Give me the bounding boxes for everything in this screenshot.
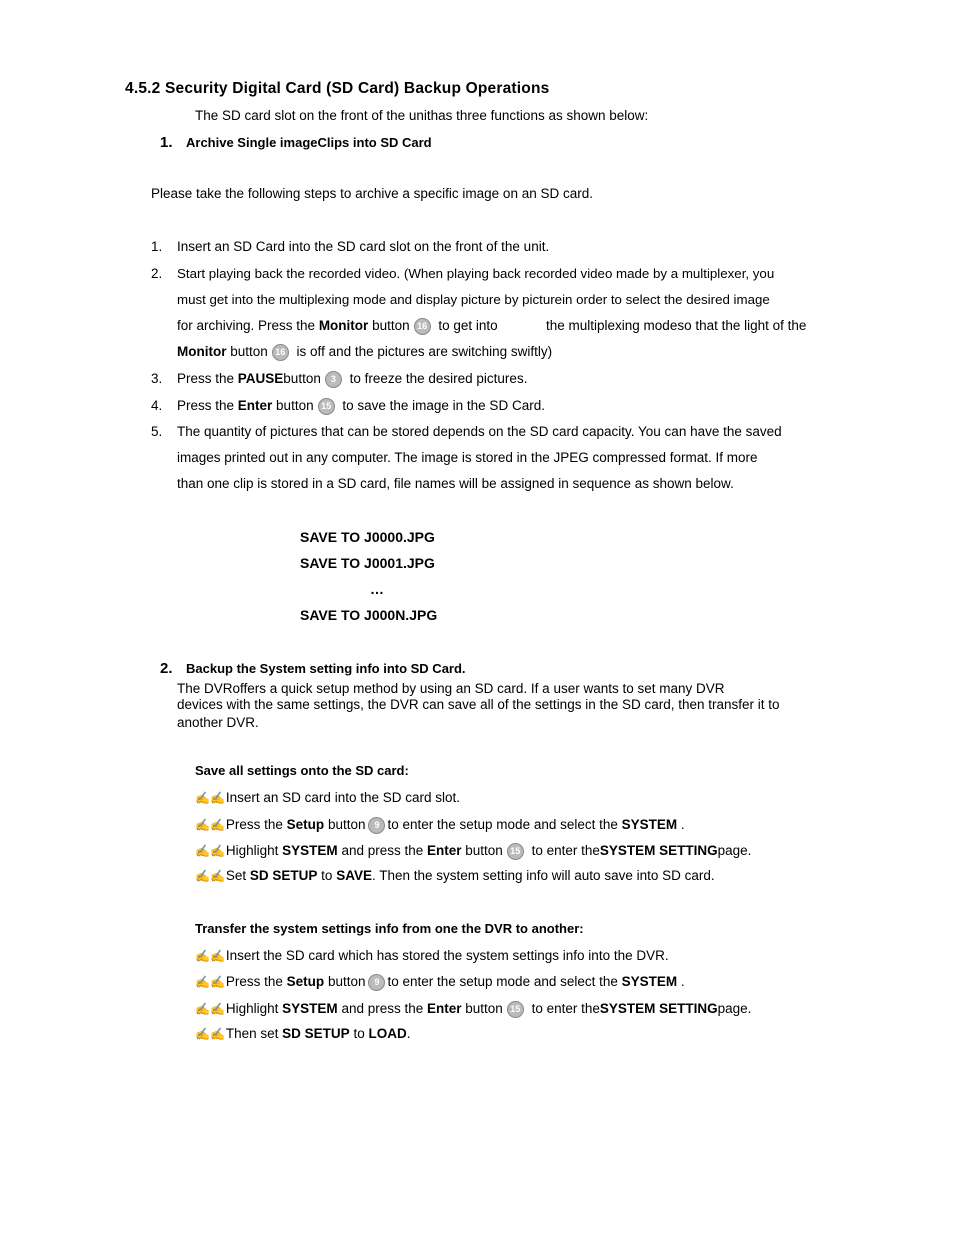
monitor-label: Monitor [177,344,227,359]
section1-number: 1. [160,134,173,151]
save-item-text: page. [717,843,752,858]
transfer-item-text: Insert the SD card which has stored the system settings info into the DVR. [225,948,669,963]
file-ellipsis: … [370,581,384,597]
step3-part: button [283,371,321,386]
pen-bullet-icon: ✍✍ [195,949,225,963]
step4-part: button [272,398,314,413]
file-name: SAVE TO J000N.JPG [300,607,438,623]
transfer-item [195,974,685,991]
transfer-item-text: Highlight [225,1001,283,1016]
section1-title: Archive Single imageClips into SD Card [186,135,432,150]
file-name: SAVE TO J0001.JPG [300,555,435,571]
enter-label: Enter [427,1001,462,1016]
step5-line3: than one clip is stored in a SD card, file names will be assigned in sequence as shown below. [177,476,734,491]
system-setting-label: SYSTEM SETTING [599,1001,718,1016]
transfer-item-text: Press the [225,974,287,989]
transfer-item [195,1026,410,1041]
save-title: Save all settings onto the SD card: [195,763,409,778]
save-item [195,817,685,834]
transfer-item-text: and press the [337,1001,427,1016]
pen-bullet-icon: ✍✍ [195,791,225,805]
step2-line2: must get into the multiplexing mode and display picture by picturein order to select the desired image [177,292,770,307]
system-label: SYSTEM [621,817,678,832]
step3-part: Press the [177,371,238,386]
step2-text: button [368,318,410,333]
step2-text: button [226,344,268,359]
transfer-title: Transfer the system settings info from one the DVR to another: [195,921,584,936]
pen-bullet-icon: ✍✍ [195,818,225,832]
pen-bullet-icon: ✍✍ [195,869,225,883]
step2-line1: Start playing back the recorded video. (When playing back recorded video made by a multiplexer, you [177,266,775,281]
transfer-item-text: Then set [225,1026,283,1041]
save-item-text: button [461,843,503,858]
section2-para: devices with the same settings, the DVR can save all of the settings in the SD card, then transfer it to [177,697,780,712]
setup-label: Setup [286,817,325,832]
save-item-text: to enter the setup mode and select the [387,817,622,832]
system-label: SYSTEM [282,843,338,858]
enter-label: Enter [427,843,462,858]
button-15-icon: 15 [507,843,524,860]
section2-number: 2. [160,660,173,677]
button-9-icon: 9 [368,974,385,991]
step4-part: to save the image in the SD Card. [338,398,545,413]
step1-text: Insert an SD Card into the SD card slot on the front of the unit. [177,239,550,254]
step5-line2: images printed out in any computer. The image is stored in the JPEG compressed format. If more [177,450,758,465]
step-number: 3. [151,371,163,386]
system-label: SYSTEM [282,1001,338,1016]
section1-lead: Please take the following steps to archive a specific image on an SD card. [151,186,593,201]
transfer-item-text: to enter the setup mode and select the [387,974,622,989]
step2-text: is off and the pictures are switching swiftly) [292,344,553,359]
step3-text [177,371,527,388]
step2-line4 [177,344,552,361]
file-name: SAVE TO J0000.JPG [300,529,435,545]
save-item-text: to enter the [527,843,600,858]
pen-bullet-icon: ✍✍ [195,844,225,858]
button-16-icon: 16 [414,318,431,335]
button-9-icon: 9 [368,817,385,834]
save-item-text: to [317,868,337,883]
monitor-label: Monitor [318,318,369,333]
transfer-item-text: to enter the [527,1001,600,1016]
pen-bullet-icon: ✍✍ [195,1027,225,1041]
sd-setup-label: SD SETUP [249,868,318,883]
step2-text: for archiving. Press the [177,318,319,333]
step-number: 4. [151,398,163,413]
transfer-item [195,1001,751,1018]
step4-text [177,398,545,415]
step4-part: Press the [177,398,238,413]
setup-label: Setup [286,974,325,989]
button-3-icon: 3 [325,371,342,388]
step-number: 1. [151,239,163,254]
step2-line3-end: the multiplexing modeso that the light of the [546,318,807,333]
button-15-icon: 15 [507,1001,524,1018]
save-item-text: . [677,817,685,832]
save-item [195,843,751,860]
step5-line1: The quantity of pictures that can be stored depends on the SD card capacity. You can have the saved [177,424,782,439]
enter-label: Enter [237,398,273,413]
save-item-text: and press the [337,843,427,858]
save-item-text: Set [225,868,250,883]
step2-line3 [177,318,498,335]
save-item [195,868,715,883]
pen-bullet-icon: ✍✍ [195,1002,225,1016]
section2-para: The DVRoffers a quick setup method by using an SD card. If a user wants to set many DVR [177,681,725,696]
transfer-item-text: page. [717,1001,752,1016]
transfer-item-text: . [677,974,685,989]
save-item-text: Highlight [225,843,283,858]
button-16-icon: 16 [272,344,289,361]
sd-setup-label: SD SETUP [282,1026,350,1041]
step-number: 5. [151,424,163,439]
section2-para: another DVR. [177,715,259,730]
step2-text: to get into [434,318,498,333]
save-item-text: Insert an SD card into the SD card slot. [225,790,460,805]
save-label: SAVE [336,868,372,883]
save-item-text: button [324,817,366,832]
system-setting-label: SYSTEM SETTING [599,843,718,858]
transfer-item-text: to [349,1026,369,1041]
button-15-icon: 15 [318,398,335,415]
load-label: LOAD [368,1026,407,1041]
transfer-item [195,948,669,963]
transfer-item-text: button [461,1001,503,1016]
save-item-text: Press the [225,817,287,832]
pen-bullet-icon: ✍✍ [195,975,225,989]
save-item [195,790,460,805]
system-label: SYSTEM [621,974,678,989]
step3-part: to freeze the desired pictures. [345,371,528,386]
transfer-item-text: . [406,1026,411,1041]
section2-title: Backup the System setting info into SD Card. [186,661,466,676]
pause-label: PAUSE [237,371,284,386]
save-item-text: . Then the system setting info will auto save into SD card. [371,868,715,883]
intro-text: The SD card slot on the front of the unithas three functions as shown below: [195,108,649,123]
step-number: 2. [151,266,163,281]
section-heading: 4.5.2 Security Digital Card (SD Card) Backup Operations [125,80,550,97]
transfer-item-text: button [324,974,366,989]
